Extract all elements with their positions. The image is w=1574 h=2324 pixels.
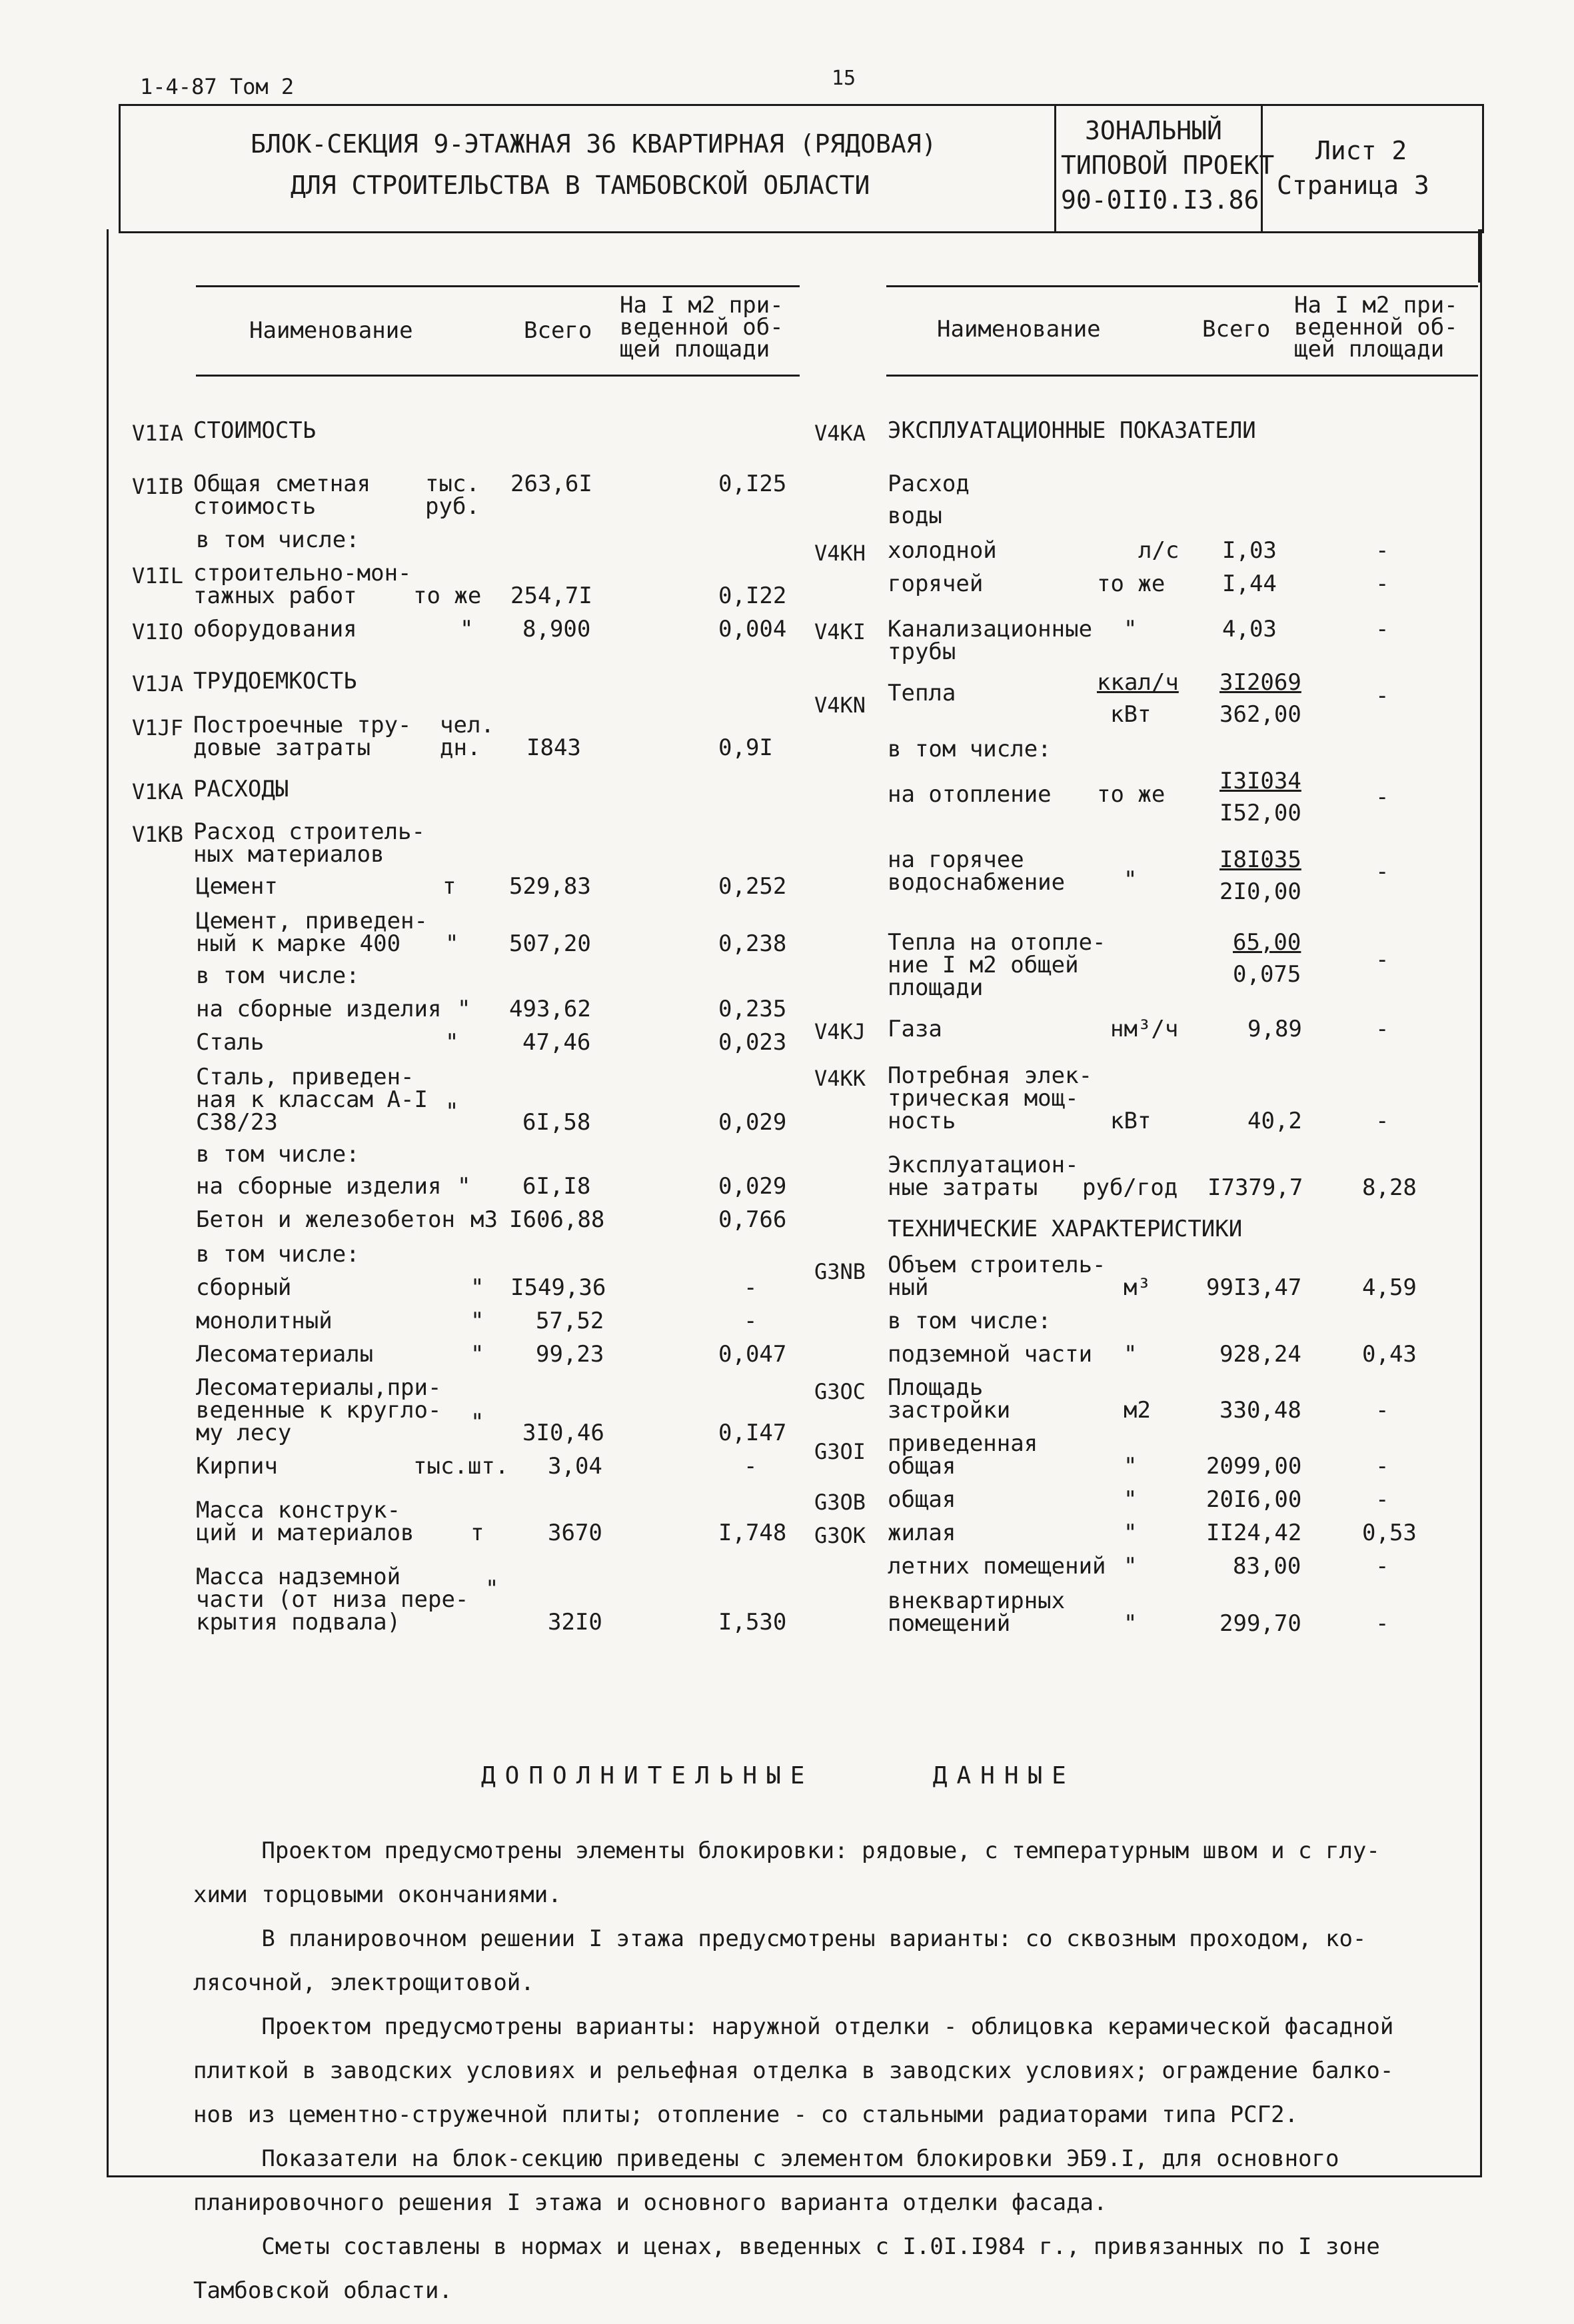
left-col-total-header: Всего (524, 317, 592, 344)
row-per-m2: - (1375, 946, 1389, 973)
row-total: 2I0,00 (1219, 878, 1301, 905)
text-line: плиткой в заводских условиях и рельефная отделка в заводских условиях; ограждение балко- (193, 2057, 1394, 2084)
row-name: Тепла (888, 680, 956, 706)
left-per-m2-l2: веденной об- (620, 314, 784, 341)
additional-data-title: ДОПОЛНИТЕЛЬНЫЕ ДАННЫЕ (481, 1762, 1076, 1789)
row-name: ный (888, 1274, 929, 1301)
row-unit: " (457, 996, 471, 1022)
title-stamp (119, 104, 1484, 233)
row-total: I8I035 (1219, 846, 1301, 873)
row-name: Лесоматериалы,при- (196, 1374, 442, 1401)
left-header-bottom-rule (196, 375, 800, 377)
row-name: Построечные тру- (193, 712, 412, 738)
row-name: Сталь (196, 1029, 265, 1056)
row-name: Расход строитель- (193, 818, 425, 845)
row-unit: " (485, 1576, 499, 1602)
row-name: общая (888, 1453, 956, 1480)
row-unit: " (445, 1029, 459, 1056)
row-unit: то же (1097, 781, 1166, 808)
row-total: 32I0 (548, 1609, 602, 1636)
row-name: монолитный (196, 1308, 333, 1334)
row-unit: " (470, 1341, 484, 1368)
row-name: Сталь, приведен- (196, 1064, 414, 1090)
section-heading: РАСХОДЫ (193, 776, 289, 802)
row-per-m2: - (1375, 537, 1389, 564)
row-code: V1KA (132, 779, 184, 804)
row-unit: дн. (440, 734, 481, 761)
row-total: 507,20 (509, 930, 591, 957)
stamp-title-line2: ДЛЯ СТРОИТЕЛЬСТВА В ТАМБОВСКОЙ ОБЛАСТИ (291, 171, 870, 200)
document-reference: 1-4-87 Том 2 (140, 74, 295, 99)
row-name: С38/23 (196, 1109, 278, 1136)
row-unit: т (442, 873, 456, 900)
section-heading: ТРУДОЕМКОСТЬ (193, 668, 357, 694)
stamp-sheet: Лист 2 (1315, 136, 1407, 165)
row-name: холодной (888, 537, 997, 564)
row-name: жилая (888, 1520, 956, 1546)
row-total: 254,7I (510, 582, 592, 609)
row-code: G3NB (814, 1259, 866, 1284)
row-per-m2: - (1375, 784, 1389, 810)
row-unit: руб/год (1082, 1174, 1178, 1201)
row-per-m2: 0,238 (718, 930, 787, 957)
row-total: 3I0,46 (522, 1420, 604, 1446)
stamp-title-line1: БЛОК-СЕКЦИЯ 9-ЭТАЖНАЯ 36 КВАРТИРНАЯ (РЯДОВАЯ) (251, 129, 937, 159)
row-name: подземной части (888, 1341, 1093, 1368)
row-unit: " (1124, 1520, 1138, 1546)
row-total: 3670 (548, 1520, 602, 1546)
row-total: 6I,58 (522, 1109, 591, 1136)
row-name: ние I м2 общей (888, 952, 1079, 978)
row-name: ный к марке 400 (196, 930, 401, 957)
row-per-m2: 8,28 (1362, 1174, 1417, 1201)
row-name: Объем строитель- (888, 1252, 1106, 1278)
row-code: V1IB (132, 474, 184, 499)
row-total: 47,46 (522, 1029, 591, 1056)
row-name: Расход (888, 471, 970, 497)
right-per-m2-l2: веденной об- (1294, 314, 1458, 341)
row-per-m2: 4,59 (1362, 1274, 1417, 1301)
row-unit: " (470, 1274, 484, 1301)
row-total: I,44 (1222, 571, 1277, 597)
row-total: 99,23 (536, 1341, 604, 1368)
row-unit: т (470, 1520, 484, 1546)
row-per-m2: - (1375, 1108, 1389, 1134)
stamp-project-code: 90-0II0.I3.86 (1061, 185, 1259, 215)
row-code: V1JF (132, 715, 184, 740)
row-total: I606,88 (509, 1206, 605, 1233)
row-name: в том числе: (196, 1141, 360, 1168)
row-per-m2: 0,252 (718, 873, 787, 900)
row-total: 65,00 (1233, 929, 1301, 956)
row-code: V1IO (132, 619, 184, 644)
row-unit: " (445, 930, 459, 957)
left-header-top-rule (196, 285, 800, 287)
row-unit: тыс.шт. (413, 1453, 509, 1480)
row-code: V4KN (814, 692, 866, 718)
text-line: Сметы составлены в нормах и ценах, введенных с I.0I.I984 г., привязанных по I зоне (193, 2233, 1380, 2260)
row-name: в том числе: (888, 736, 1052, 762)
row-code: V4KH (814, 541, 866, 566)
row-name: крытия подвала) (196, 1609, 401, 1636)
row-code: G3OK (814, 1523, 866, 1548)
row-total: I52,00 (1219, 800, 1301, 826)
row-per-m2: - (1375, 571, 1389, 597)
stamp-divider-1 (1054, 104, 1056, 231)
row-unit: л/с (1138, 537, 1180, 564)
left-per-m2-l1: На I м2 при- (620, 292, 784, 319)
row-unit: то же (1097, 571, 1166, 597)
row-total: 99I3,47 (1206, 1274, 1302, 1301)
row-unit: " (1124, 866, 1138, 893)
row-name: части (от низа пере- (196, 1586, 469, 1613)
row-per-m2: 0,047 (718, 1341, 787, 1368)
row-code: V4KI (814, 619, 866, 644)
row-code: V1KB (132, 822, 184, 847)
row-per-m2: 0,9I (718, 734, 773, 761)
row-name: на горячее (888, 846, 1024, 873)
row-name: му лесу (196, 1420, 292, 1446)
left-per-m2-l3: щей площади (620, 336, 770, 363)
row-name: на сборные изделия (196, 996, 442, 1022)
row-name: застройки (888, 1397, 1011, 1424)
additional-text (193, 1818, 1393, 2324)
text-line: нов из цементно-стружечной плиты; отопление - со стальными радиаторами типа РСГ2. (193, 2101, 1299, 2128)
row-unit: кВт (1110, 701, 1152, 728)
text-line: хими торцовыми окончаниями. (193, 1881, 562, 1908)
row-total: I549,36 (510, 1274, 606, 1301)
row-unit: нм³/ч (1110, 1016, 1179, 1042)
row-unit: чел. (440, 712, 494, 738)
row-per-m2: - (744, 1453, 758, 1480)
page-number: 15 (832, 67, 856, 90)
row-unit: " (470, 1409, 484, 1436)
row-per-m2: 0,235 (718, 996, 787, 1022)
row-name: ная к классам А-I (196, 1086, 428, 1113)
row-name: площади (888, 974, 984, 1001)
row-name: довые затраты (193, 734, 371, 761)
row-name: в том числе: (196, 1241, 360, 1268)
row-per-m2: - (1375, 616, 1389, 642)
text-line: Проектом предусмотрены варианты: наружной отделки - облицовка керамической фасадной (193, 2013, 1394, 2040)
row-total: 299,70 (1219, 1610, 1301, 1637)
row-unit: " (1124, 1341, 1138, 1368)
section-heading: ТЕХНИЧЕСКИЕ ХАРАКТЕРИСТИКИ (888, 1216, 1243, 1242)
row-unit: кВт (1110, 1108, 1152, 1134)
row-total: 529,83 (509, 873, 591, 900)
row-per-m2: 0,766 (718, 1206, 787, 1233)
row-name: ные затраты (888, 1174, 1038, 1201)
row-total: 83,00 (1233, 1553, 1301, 1580)
right-header-bottom-rule (886, 375, 1478, 377)
row-total: 362,00 (1219, 701, 1301, 728)
row-per-m2: - (744, 1274, 758, 1301)
row-per-m2: 0,004 (718, 616, 787, 642)
row-name: Площадь (888, 1374, 984, 1401)
row-total: I7379,7 (1207, 1174, 1303, 1201)
row-name: водоснабжение (888, 869, 1066, 896)
row-total: 493,62 (509, 996, 591, 1022)
row-unit: тыс. (425, 471, 480, 497)
stamp-project-line1: ЗОНАЛЬНЫЙ (1085, 116, 1222, 145)
row-unit: " (1124, 1486, 1138, 1513)
row-name: Масса конструк- (196, 1497, 401, 1524)
row-name: Лесоматериалы (196, 1341, 374, 1368)
left-col-name-header: Наименование (249, 317, 413, 344)
row-name: ных материалов (193, 841, 385, 868)
row-name: оборудования (193, 616, 357, 642)
row-total: 40,2 (1247, 1108, 1302, 1134)
row-unit: " (460, 616, 474, 642)
row-total: I,03 (1222, 537, 1277, 564)
row-per-m2: 0,029 (718, 1109, 787, 1136)
row-per-m2: 0,029 (718, 1173, 787, 1200)
row-name: Газа (888, 1016, 942, 1042)
row-total: 4,03 (1222, 616, 1277, 642)
row-total: 57,52 (536, 1308, 604, 1334)
row-code: G3OI (814, 1439, 866, 1464)
row-name: помещений (888, 1610, 1011, 1637)
row-name: Цемент, приведен- (196, 908, 428, 934)
row-total: 263,6I (510, 471, 592, 497)
row-per-m2: 0,53 (1362, 1520, 1417, 1546)
row-code: V1IA (132, 421, 184, 446)
row-total: 0,075 (1233, 961, 1301, 988)
row-name: тажных работ (193, 582, 357, 609)
row-name: ций и материалов (196, 1520, 414, 1546)
text-line: Тамбовской области. (193, 2277, 452, 2304)
row-total: 6I,I8 (522, 1173, 591, 1200)
row-name: ность (888, 1108, 956, 1134)
row-per-m2: - (1375, 1397, 1389, 1424)
row-per-m2: I,748 (718, 1520, 787, 1546)
row-name: Цемент (196, 873, 278, 900)
row-code: V1IL (132, 563, 184, 588)
row-total: 3I2069 (1219, 669, 1301, 696)
row-name: в том числе: (888, 1308, 1052, 1334)
section-heading: ЭКСПЛУАТАЦИОННЫЕ ПОКАЗАТЕЛИ (888, 417, 1256, 444)
row-per-m2: 0,43 (1362, 1341, 1417, 1368)
row-code: V4KK (814, 1066, 866, 1091)
row-name: трубы (888, 638, 956, 665)
row-name: сборный (196, 1274, 292, 1301)
row-name: Эксплуатацион- (888, 1152, 1079, 1178)
text-line: лясочной, электрощитовой. (193, 1969, 534, 1996)
row-name: веденные к кругло- (196, 1397, 442, 1424)
right-edge-stub (1478, 229, 1480, 283)
row-name: воды (888, 503, 942, 529)
row-unit: м3 (470, 1206, 498, 1233)
row-name: на отопление (888, 781, 1052, 808)
right-col-name-header: Наименование (937, 316, 1101, 343)
row-per-m2: 0,I25 (718, 471, 787, 497)
row-code: G3OB (814, 1490, 866, 1515)
row-per-m2: - (1375, 682, 1389, 709)
row-name: общая (888, 1486, 956, 1513)
row-unit: " (445, 1098, 459, 1125)
row-unit: " (457, 1173, 471, 1200)
row-total: 3,04 (548, 1453, 602, 1480)
row-per-m2: - (1375, 1486, 1389, 1513)
row-unit: м³ (1124, 1274, 1151, 1301)
row-total: 330,48 (1219, 1397, 1301, 1424)
row-unit: ккал/ч (1097, 669, 1179, 696)
left-col-per-m2-header (620, 292, 784, 363)
row-per-m2: 0,I47 (718, 1420, 787, 1446)
row-total: 2099,00 (1206, 1453, 1302, 1480)
text-line: Показатели на блок-секцию приведены с элементом блокировки ЭБ9.I, для основного (193, 2145, 1339, 2172)
row-name: на сборные изделия (196, 1173, 442, 1200)
row-name: стоимость (193, 493, 317, 520)
row-unit: то же (413, 582, 482, 609)
row-per-m2: 0,023 (718, 1029, 787, 1056)
row-name: строительно-мон- (193, 560, 412, 586)
row-total: I3I034 (1219, 768, 1301, 794)
stamp-project-line2: ТИПОВОЙ ПРОЕКТ (1061, 151, 1275, 180)
text-line: В планировочном решении I этажа предусмотрены варианты: со сквозным проходом, ко- (193, 1925, 1367, 1952)
right-per-m2-l1: На I м2 при- (1294, 292, 1458, 319)
row-name: Тепла на отопле- (888, 929, 1106, 956)
row-name: Масса надземной (196, 1564, 401, 1590)
row-per-m2: - (1375, 1610, 1389, 1637)
row-code: V1JA (132, 671, 184, 696)
row-unit: " (1124, 1610, 1138, 1637)
row-per-m2: I,530 (718, 1609, 787, 1636)
row-total: 9,89 (1247, 1016, 1302, 1042)
row-unit: " (1124, 616, 1138, 642)
row-total: I843 (526, 734, 581, 761)
row-total: II24,42 (1206, 1520, 1302, 1546)
row-unit: руб. (425, 493, 480, 520)
section-heading: СТОИМОСТЬ (193, 417, 317, 444)
row-per-m2: - (1375, 858, 1389, 885)
row-name: летних помещений (888, 1553, 1106, 1580)
row-per-m2: - (1375, 1553, 1389, 1580)
right-per-m2-l3: щей площади (1294, 336, 1445, 363)
row-per-m2: - (1375, 1453, 1389, 1480)
row-per-m2: - (1375, 1016, 1389, 1042)
row-total: 8,900 (522, 616, 591, 642)
right-col-total-header: Всего (1202, 316, 1271, 343)
row-name: внеквартирных (888, 1588, 1066, 1614)
text-line: планировочного решения I этажа и основного варианта отделки фасада. (193, 2189, 1108, 2216)
row-per-m2: - (744, 1308, 758, 1334)
row-unit: " (1124, 1453, 1138, 1480)
row-name: в том числе: (196, 962, 360, 989)
row-code: V4KA (814, 421, 866, 446)
row-name: трическая мощ- (888, 1085, 1079, 1112)
row-unit: " (1124, 1553, 1138, 1580)
row-name: Потребная элек- (888, 1062, 1093, 1089)
row-name: горячей (888, 571, 984, 597)
right-header-top-rule (886, 285, 1478, 287)
row-total: 928,24 (1219, 1341, 1301, 1368)
row-name: Канализационные (888, 616, 1093, 642)
row-unit: м2 (1124, 1397, 1151, 1424)
row-name: Общая сметная (193, 471, 371, 497)
right-col-per-m2-header (1294, 292, 1458, 363)
row-unit: " (470, 1308, 484, 1334)
row-name: в том числе: (196, 527, 360, 553)
stamp-page: Страница 3 (1277, 171, 1429, 200)
row-total: 20I6,00 (1206, 1486, 1302, 1513)
row-name: приведенная (888, 1430, 1038, 1457)
row-code: G3OC (814, 1379, 866, 1404)
row-code: V4KJ (814, 1019, 866, 1044)
row-name: Бетон и железобетон (196, 1206, 455, 1233)
row-name: Кирпич (196, 1453, 278, 1480)
row-per-m2: 0,I22 (718, 582, 787, 609)
text-line: Проектом предусмотрены элементы блокировки: рядовые, с температурным швом и с глу- (193, 1837, 1380, 1864)
